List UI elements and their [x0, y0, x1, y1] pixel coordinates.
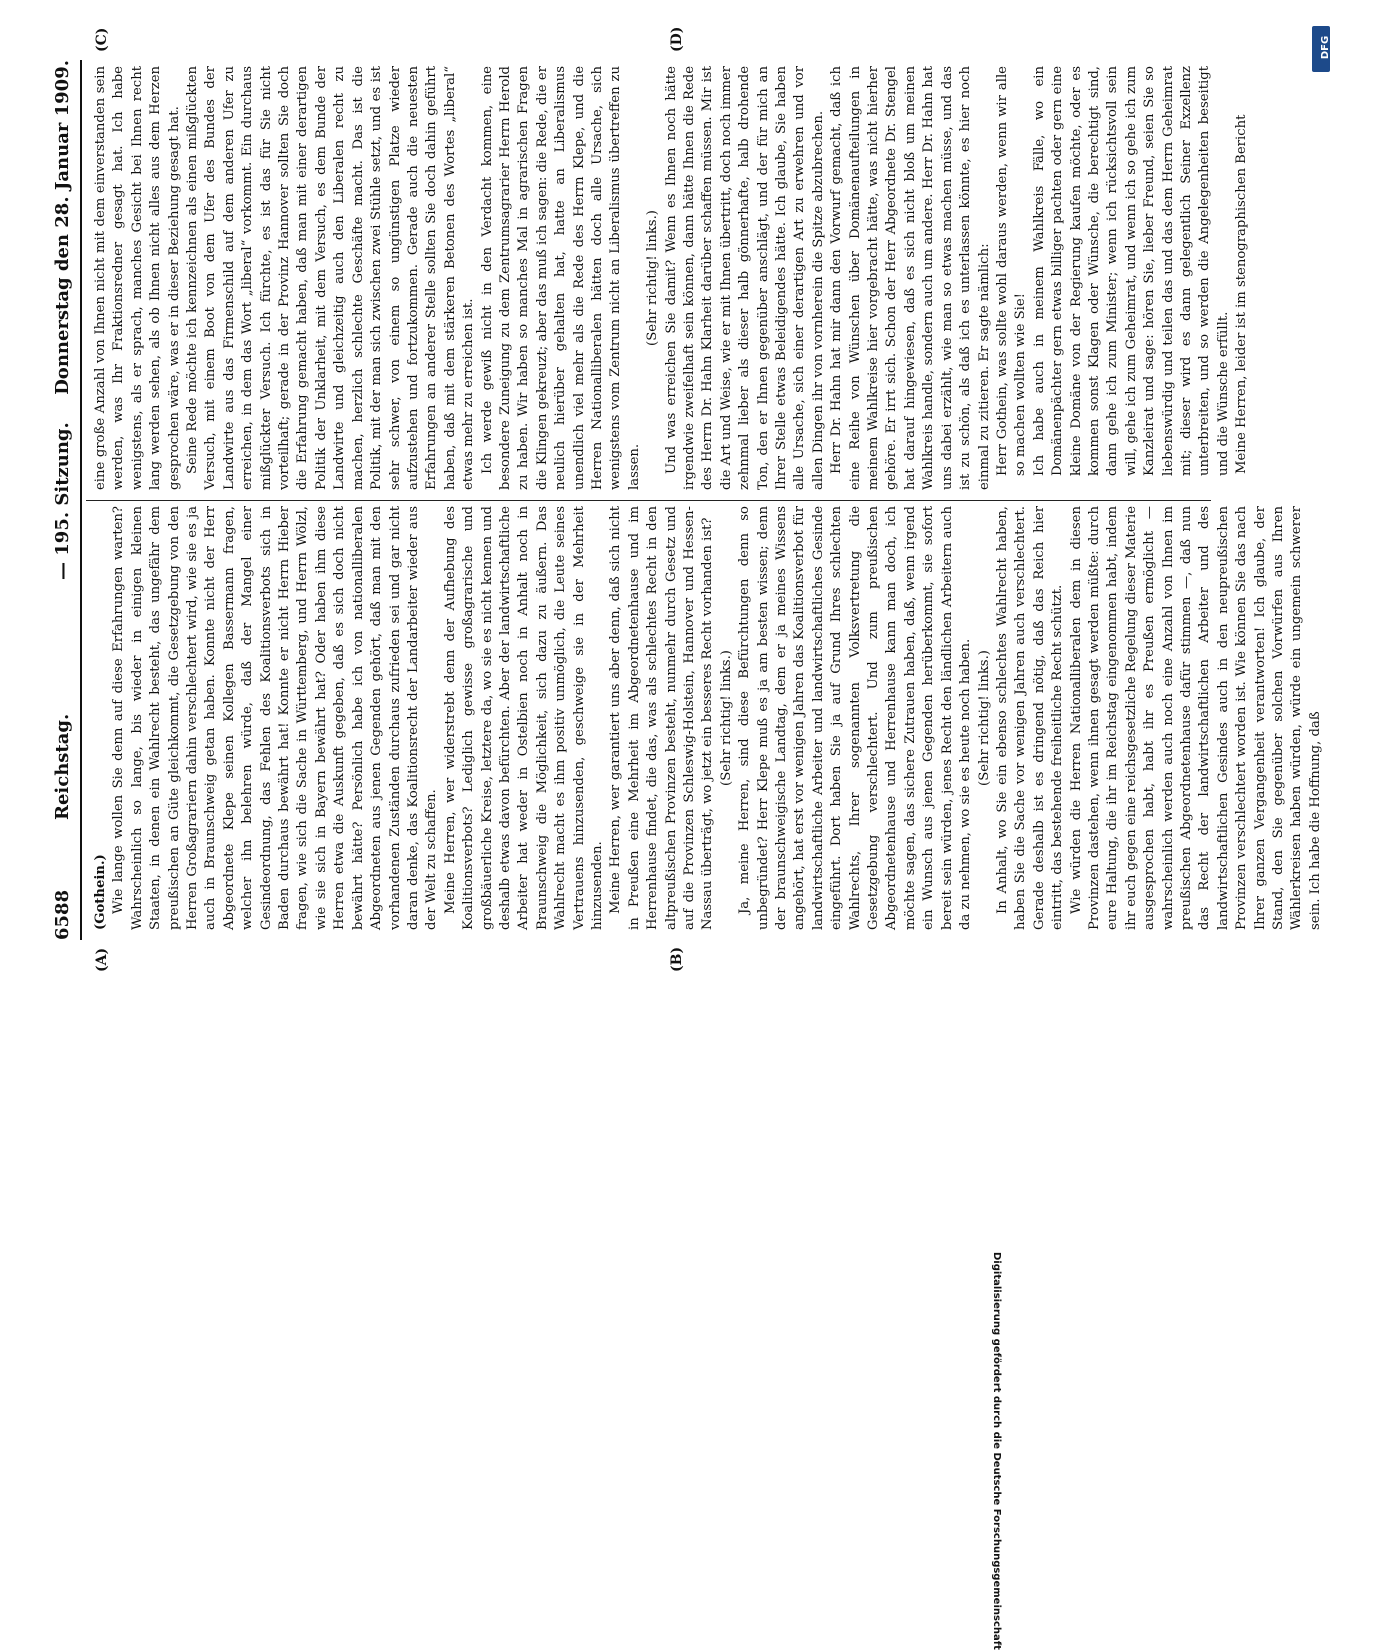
paragraph: Wie lange wollen Sie denn auf diese Erfahrungen warten? Wahrscheinlich so lange, bis wieder in einigen kleinen Staaten, in denen ein Wahlrecht besteht, das ungefähr dem preußischen an Güte gleichkommt, die Gesetzgebung von den Herren Großagrariern dahin verschlechtert wird, wie sie es ja auch in Braunschweig getan haben. Konnte nicht der Herr Abgeordnete Klepe seinen Kollegen Bassermann fragen, welcher ihn belehren würde, daß der Mangel einer Gesindeordnung, das Fehlen des Koalitionsverbots sich in Baden durchaus bewährt hat! Konnte er nicht Herrn Hieber fragen, wie sich die Sache in Württemberg, und Herrn Wölzl, wie sie sich in Bayern bewährt hat? Oder haben ihm diese Herren etwa die Auskunft gegeben, daß es sich doch nicht bewährt hätte? Persönlich habe ich von nationalliberalen Abgeordneten aus jenen Gegenden gehört, daß man mit den vorhandenen Zuständen durchaus zufrieden sei und gar nicht daran denke, das Koalitionsrecht der Landarbeiter wieder aus der Welt zu schaffen. — [111, 506, 440, 930]
dfg-logo-text: DFG — [1320, 35, 1332, 60]
interjection: (Sehr richtig! links.) — [718, 650, 734, 786]
interjection: (Sehr richtig! links.) — [976, 650, 992, 786]
digitization-credit-text: Digitalisierung gefördert durch die Deutsche Forschungsgemeinschaft — [991, 1252, 1002, 1650]
paragraph: Ich werde gewiß nicht in den Verdacht kommen, eine besondere Zuneigung zu dem Zentrumsagrarier Herrn Herold zu haben. Wir haben so manches Mal in agrarischen Fragen die Klingen gekreuzt; aber das muß ich sagen: die Rede, die er neulich hierüber gehalten hat, hatte an Liberalismus unendlich viel mehr als die Rede des Herrn Klepe, und die Herren Nationalliberalen hätten doch alle Ursache, sich wenigstens vom Zentrum nicht an Liberalismus übertreffen zu lassen. — [479, 66, 642, 490]
column-divider — [86, 500, 1211, 501]
paragraph: Herr Dr. Hahn hat mir dann den Vorwurf gemacht, daß ich eine Reihe von Wünschen über Domänenaufteilungen in meinem Wahlkreise hier vorgebracht hätte, was nicht hierher gehöre. Er irrt sich. Schon der Herr Abgeordnete Dr. Stengel hat darauf hingewiesen, daß es sich nicht bloß um meinen Wahlkreis handle, sondern auch um andere. Herr Dr. Hahn hat uns dabei erzählt, wie man so etwas machen müsse, und das ist zu schön, als daß ich es unterlassen könnte, es hier noch einmal zu zitieren. Er sagte nämlich: — [829, 66, 992, 490]
paragraph: Wie würden die Herren Nationalliberalen dem in diesen Provinzen dastehen, wenn ihnen gesagt werden müßte: durch eure Haltung, die ihr im Reichstag eingenommen habt, indem ihr euch gegen eine reichsgesetzliche Regelung dieser Materie ausgesprochen habt, habt ihr es Preußen ermöglicht — wahrscheinlich werden auch noch eine Anzahl von Ihnen im preußischen Abgeordnetenhause dafür stimmen —, daß nun das Recht der landwirtschaftlichen Arbeiter und des landwirtschaftlichen Gesindes auch in den neupreußischen Provinzen verschlechtert worden ist. Wie können Sie das nach Ihrer ganzen Vergangenheit verantworten! Ich glaube, der Stand, den Sie gegenüber solchen Vorwürfen aus Ihren Wählerkreisen haben würden, würde ein ungemein schwerer sein. Ich habe die Hoffnung, daß — [1068, 506, 1323, 930]
header-rule — [80, 60, 82, 940]
paragraph: Und was erreichen Sie damit? Wenn es Ihnen noch hätte irgendwie zweifelhaft sein können, dann hätte Ihnen die Rede des Herrn Dr. Hahn Klarheit darüber schaffen müssen. Mir ist die Art und Weise, wie er mit Ihnen übertritt, doch noch immer zehnmal lieber als dieser halb gönnerhafte, halb drohende Ton, den er Ihnen gegenüber anschlägt, und der für mich an Ihrer Stelle etwas Beleidigendes hätte. Ich glaube, Sie haben alle Ursache, sich einer derartigen Art zu erwehren und vor allen Dingen ihr von vornherein die Spitze abzubrechen. — [663, 66, 826, 490]
paragraph: Meine Herren, wer garantiert uns aber denn, daß sich nicht in Preußen eine Mehrheit im Abgeordnetenhause und im Herrenhause findet, die das, was als schlechtes Recht in den altpreußischen Provinzen besteht, nunmehr durch Gesetz und auf die Provinzen Schleswig-Holstein, Hannover und Hessen-Nassau überträgt, wo jetzt ein besseres Recht vorhanden ist? — [608, 506, 716, 930]
margin-mark-b: (B) — [669, 946, 685, 972]
left-column — [92, 506, 1325, 930]
margin-mark-a: (A) — [94, 947, 110, 972]
speaker-label: (Gothein.) — [93, 854, 108, 930]
paragraph: Seine Rede möchte ich kennzeichnen als einen mißglückten Versuch, mit einem Boot von dem Ufer des Bundes der Landwirte aus das Firmenschild auf dem anderen Ufer zu erreichen, in dem das Wort „liberal“ vorkommt. Ein durchaus mißglückter Versuch. Ich fürchte, es ist das für Sie nicht vorteilhaft; gerade in der Provinz Hannover sollten Sie doch die Erfahrung gemacht haben, daß man mit einer derartigen Politik der Unklarheit, mit dem Versuch, es dem Bunde der Landwirte und gleichzeitig auch den Liberalen recht zu machen, herzlich schlechte Geschäfte macht. Das ist die Politik, mit der man sich zwischen zwei Stühle setzt, und es ist sehr schwer, von einem so ungünstigen Platze wieder aufzustehen und fortzukommen. Gerade auch die neuesten Erfahrungen an anderer Stelle sollten Sie doch dahin geführt haben, daß mit dem stärkeren Betonen des Wortes „liberal“ etwas mehr zu erreichen ist. — [185, 66, 477, 490]
interjection: (Sehr richtig! links.) — [645, 210, 661, 346]
session-date: Donnerstag den 28. Januar 1909. — [52, 60, 73, 395]
paragraph: Meine Herren, leider ist im stenographischen Bericht — [1234, 114, 1250, 474]
margin-mark-c: (C) — [94, 27, 110, 52]
quotation: Herr Gothein, was sollte wohl daraus werden, wenn wir alle so machen wollten wie Sie! — [994, 66, 1029, 476]
journal-title: Reichstag. — [52, 713, 73, 820]
paragraph: Ja, meine Herren, sind diese Befürchtungen denn so unbegründet? Herr Klepe muß es ja am besten wissen; denn der braunschweigische Landtag, dem er ja meines Wissens angehört, hat erst vor wenigen Jahren das Koalitionsverbot für landwirtschaftliche Arbeiter und landwirtschaftliches Gesinde eingeführt. Dort haben Sie ja auf Grund Ihres schlechten Wahlrechts, Ihrer sogenannten Volksvertretung die Gesetzgebung verschlechtert. Und zum preußischen Abgeordnetenhause und Herrenhause kann man doch, ich möchte sagen, das sichere Zutrauen haben, daß, wenn irgend ein Wunsch aus jenen Gegenden herüberkommt, sie sofort bereit sein würden, jenes Recht den ländlichen Arbeitern auch da zu nehmen, wo sie es heute noch haben. — [737, 506, 974, 930]
paragraph: Meine Herren, wer widerstrebt denn der Aufhebung des Koalitionsverbots? Lediglich gewisse großagrarische und großbäuerliche Kreise, letztere da, wo sie es nicht kennen und deshalb etwas davon befürchten. Aber der landwirtschaftliche Arbeiter hat weder in Ostelbien noch in Anhalt noch in Braunschweig die Möglichkeit, sich dazu zu äußern. Das Wahlrecht macht es ihm positiv unmöglich, die Leute seines Vertrauens hinzusenden, geschweige sie in der Mehrheit hinzusenden. — [442, 506, 605, 930]
margin-mark-d: (D) — [669, 26, 685, 52]
paragraph: In Anhalt, wo Sie ein ebenso schlechtes Wahlrecht haben, haben Sie die Sache vor wenigen Jahren auch verschlechtert. Gerade deshalb ist es dringend nötig, daß das Reich hier eintritt, das bestehende freiheitliche Recht schützt. — [994, 506, 1066, 930]
right-column — [92, 66, 1252, 490]
page-number: 6588 — [52, 889, 73, 940]
running-head — [52, 60, 76, 940]
dfg-logo — [1312, 26, 1330, 72]
session-number: — 195. Sitzung. — [52, 422, 73, 580]
quotation: Ich habe auch in meinem Wahlkreis Fälle, wo ein Domänenpächter gern etwas billiger pachten oder gern eine kleine Domäne von der Regierung kaufen möchte, oder es kommen sonst Klagen oder Wünsche, die berechtigt sind, dann gehe ich zum Minister; wenn ich rücksichtsvoll sein will, gehe ich zum Geheimrat, und wenn ich so gehe ich zum Kanzleirat und sage: hören Sie, lieber Freund, seien Sie so liebenswürdig und teilen das und das dem Herrn Geheimrat mit; dieser wird es dann gelegentlich Seiner Exzellenz unterbreiten, und so werden die Angelegenheiten beseitigt und die Wünsche erfüllt. — [1031, 66, 1231, 476]
paragraph: eine große Anzahl von Ihnen nicht mit dem einverstanden sein werden, was Ihr Fraktionsredner gesagt hat. Ich habe wenigstens, als er sprach, manches Gesicht bei Ihnen recht lang werden sehen, als ob Ihnen nicht alles aus dem Herzen gesprochen wäre, was er in dieser Beziehung gesagt hat. — [93, 66, 182, 490]
